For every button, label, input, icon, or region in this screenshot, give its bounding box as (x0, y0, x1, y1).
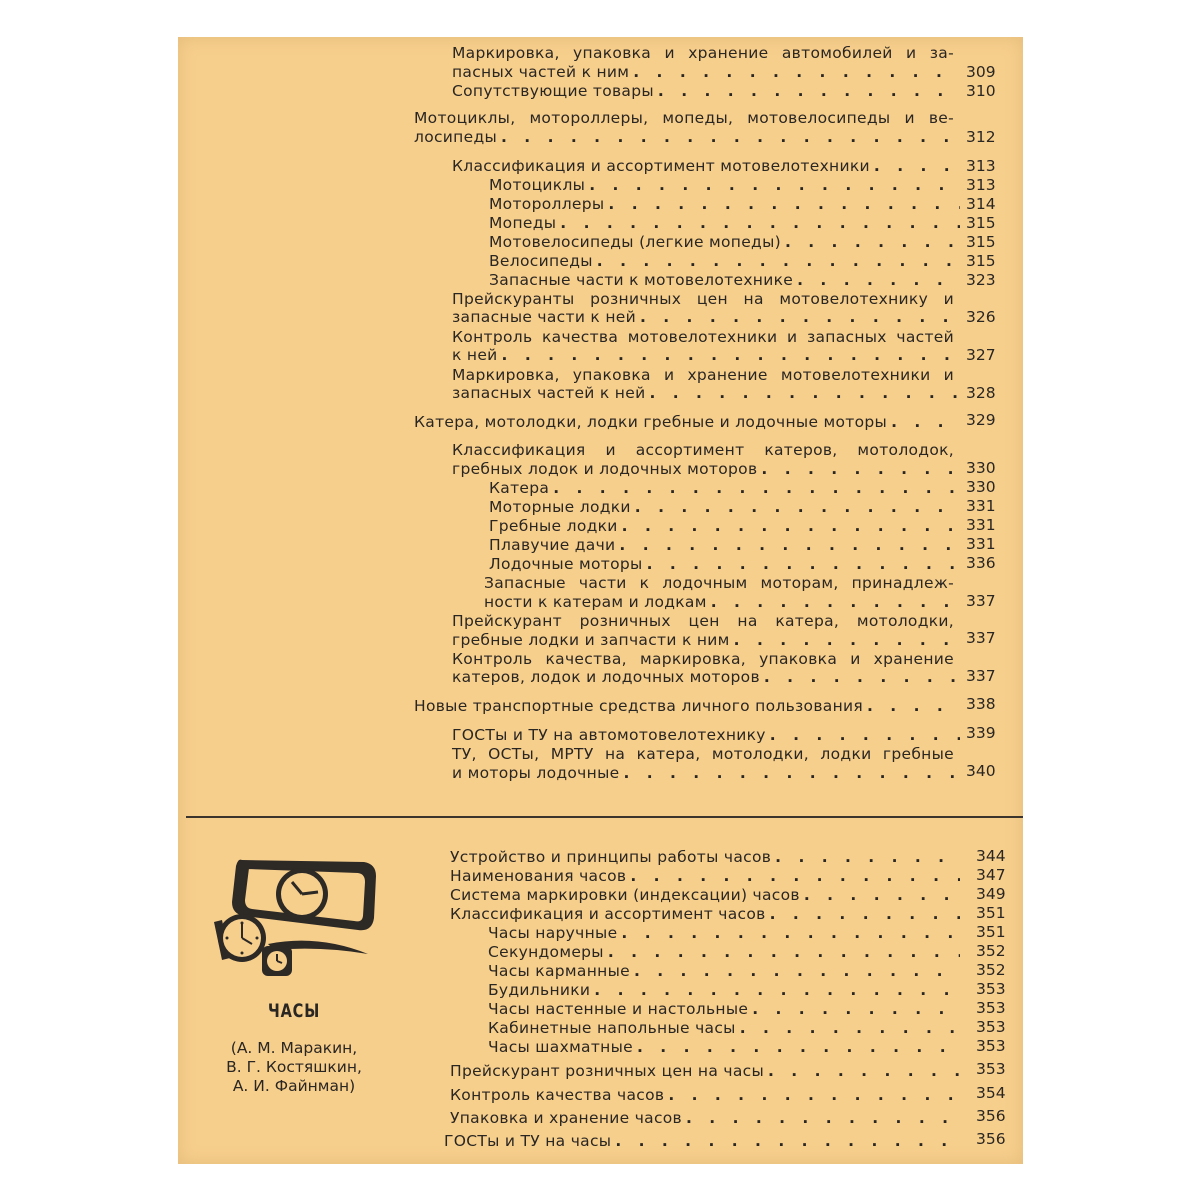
toc-entry: Кабинетные напольные часы . . . (488, 1019, 964, 1038)
page-number: 347 (976, 866, 1006, 884)
page-number: 336 (966, 554, 996, 572)
page-number: 327 (966, 346, 996, 364)
section-divider (186, 816, 1023, 818)
page-number: 340 (966, 762, 996, 780)
toc-entry: катеров, лодок и лодочных моторов . . . (452, 668, 964, 687)
page-number: 310 (966, 82, 996, 100)
author-line: А. И. Файнман) (232, 1077, 356, 1095)
toc-entry: Прейскурант розничных цен на часы . . . (450, 1062, 964, 1081)
page-number: 344 (976, 847, 1006, 865)
toc-entry: гребные лодки и запчасти к ним . . . (452, 631, 964, 650)
toc-entry: Велосипеды . . . (489, 252, 964, 271)
page-number: 313 (966, 176, 996, 194)
page-number: 312 (966, 128, 996, 146)
toc-entry: Устройство и принципы работы часов . . . (450, 848, 964, 867)
page-number: 354 (976, 1084, 1006, 1102)
toc-entry: Лодочные моторы . . . (489, 555, 964, 574)
toc-heading: Мотоциклы, мотороллеры, мопеды, мотовелосипеды и ве- (414, 109, 954, 127)
page-number: 323 (966, 271, 996, 289)
page-number: 356 (976, 1130, 1006, 1148)
toc-entry: Часы наручные . . . (488, 924, 964, 943)
page-number: 353 (976, 999, 1006, 1017)
toc-entry: Мотовелосипеды (легкие мопеды) . . . (489, 233, 964, 252)
toc-line: Маркировка, упаковка и хранение мотовелотехники и (452, 366, 954, 384)
authors (212, 1039, 376, 1096)
toc-entry: Система маркировки (индексации) часов . . . (450, 886, 964, 905)
page-number: 339 (966, 724, 996, 742)
toc-entry: Сопутствующие товары . . . (452, 82, 964, 101)
toc-entry: Часы шахматные . . . (488, 1038, 964, 1057)
toc-entry: ности к катерам и лодкам . . . (484, 593, 964, 612)
page-number: 326 (966, 308, 996, 326)
page-number: 315 (966, 252, 996, 270)
page-number: 315 (966, 214, 996, 232)
page-number: 349 (976, 885, 1006, 903)
toc-entry: Часы карманные . . . (488, 962, 964, 981)
page-number: 353 (976, 980, 1006, 998)
toc-entry: Упаковка и хранение часов . . . (450, 1109, 964, 1128)
toc-line: Контроль качества мотовелотехники и запасных частей (452, 328, 954, 346)
toc-entry: Катера . . . (489, 479, 964, 498)
page-number: 337 (966, 592, 996, 610)
toc-entry: Мотороллеры . . . (489, 195, 964, 214)
toc-entry: Гребные лодки . . . (489, 517, 964, 536)
toc-heading: Новые транспортные средства личного пользования . . . (414, 697, 964, 716)
page-number: 337 (966, 667, 996, 685)
toc-entry: Секундомеры . . . (488, 943, 964, 962)
toc-entry: Контроль качества часов . . . (450, 1086, 964, 1105)
page-number: 353 (976, 1018, 1006, 1036)
page-number: 353 (976, 1060, 1006, 1078)
toc-entry: гребных лодок и лодочных моторов . . . (452, 460, 964, 479)
page-number: 315 (966, 233, 996, 251)
toc-entry: пасных частей к ним . . . (452, 63, 964, 82)
page-number: 352 (976, 961, 1006, 979)
toc-entry: лосипеды . . . (414, 128, 964, 147)
toc-entry: к ней . . . (452, 346, 964, 365)
toc-line: Маркировка, упаковка и хранение автомобилей и за- (452, 44, 954, 62)
toc-entry: Будильники . . . (488, 981, 964, 1000)
page-number: 313 (966, 157, 996, 175)
toc-entry: ГОСТы и ТУ на автомотовелотехнику . . . (452, 726, 964, 745)
page-number: 351 (976, 923, 1006, 941)
toc-entry: Запасные части к мотовелотехнике . . . (489, 271, 964, 290)
toc-entry: Плавучие дачи . . . (489, 536, 964, 555)
toc-entry: запасных частей к ней . . . (452, 384, 964, 403)
page-number: 329 (966, 411, 996, 429)
page-number: 351 (976, 904, 1006, 922)
toc-line: Прейскуранты розничных цен на мотовелотехнику и (452, 290, 954, 308)
toc-entry: запасные части к ней . . . (452, 308, 964, 327)
page-number: 352 (976, 942, 1006, 960)
page-number: 309 (966, 63, 996, 81)
toc-line: Запасные части к лодочным моторам, принадлеж- (484, 574, 954, 592)
toc-entry: Моторные лодки . . . (489, 498, 964, 517)
toc-line: ТУ, ОСТы, МРТУ на катера, мотолодки, лодки гребные (452, 745, 954, 763)
author-line: В. Г. Костяшкин, (226, 1058, 362, 1076)
page-number: 328 (966, 384, 996, 402)
clocks-illustration (208, 842, 378, 982)
toc-entry: Классификация и ассортимент мотовелотехники . . . (452, 157, 964, 176)
toc-entry: Наименования часов . . . (450, 867, 964, 886)
page-number: 331 (966, 535, 996, 553)
page-number: 330 (966, 459, 996, 477)
toc-heading: Катера, мотолодки, лодки гребные и лодочные моторы . . . (414, 413, 964, 432)
page-number: 331 (966, 516, 996, 534)
page-number: 338 (966, 695, 996, 713)
page-number: 337 (966, 629, 996, 647)
page-number: 353 (976, 1037, 1006, 1055)
toc-entry: Мопеды . . . (489, 214, 964, 233)
section-title: ЧАСЫ (268, 1000, 321, 1022)
toc-line: Прейскурант розничных цен на катера, мотолодки, (452, 612, 954, 630)
page-number: 331 (966, 497, 996, 515)
author-line: (А. М. Маракин, (230, 1039, 358, 1057)
page-number: 314 (966, 195, 996, 213)
toc-entry: ГОСТы и ТУ на часы . . . (444, 1132, 964, 1151)
toc-entry: Классификация и ассортимент часов . . . (450, 905, 964, 924)
toc-entry: Мотоциклы . . . (489, 176, 964, 195)
toc-entry: Часы настенные и настольные . . . (488, 1000, 964, 1019)
toc-entry: и моторы лодочные . . . (452, 764, 964, 783)
page-number: 330 (966, 478, 996, 496)
toc-line: Контроль качества, маркировка, упаковка и хранение (452, 650, 954, 668)
page-number: 356 (976, 1107, 1006, 1125)
toc-line: Классификация и ассортимент катеров, мотолодок, (452, 441, 954, 459)
